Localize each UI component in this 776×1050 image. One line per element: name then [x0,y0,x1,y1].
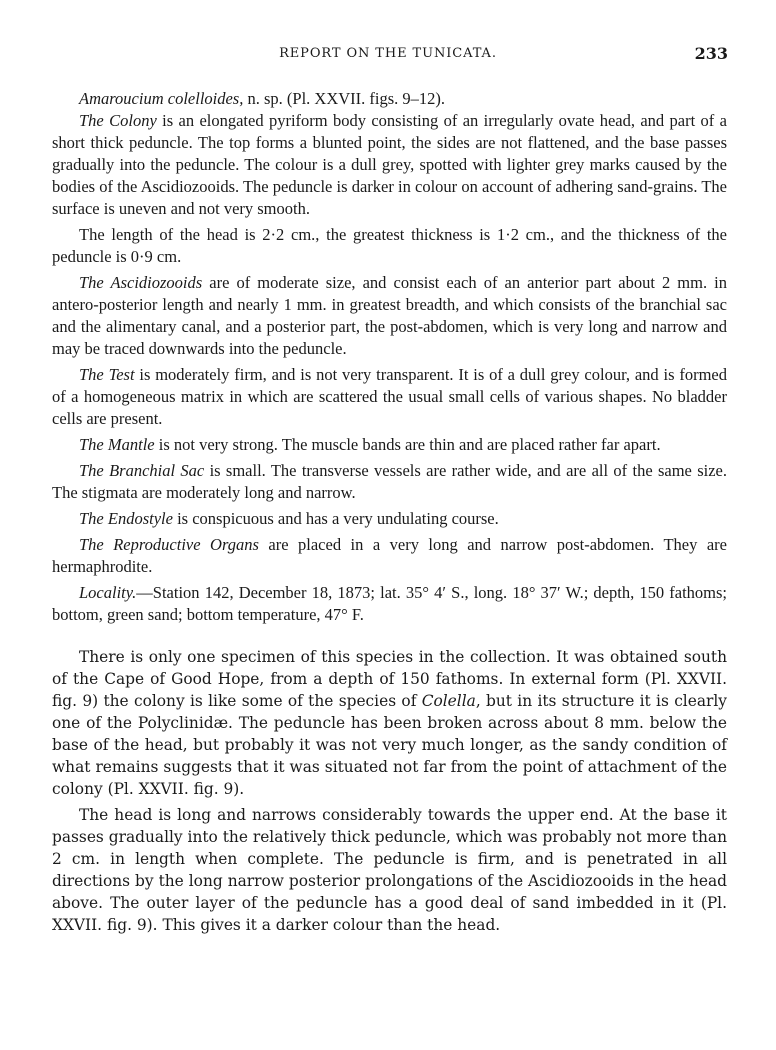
running-header [0,44,776,64]
specimen-text-1: There is only one specimen of this species in the collection. It was obtained south of the Cape of Good Hope, from a depth of 150 fathoms. In external form (Pl. XXVII. fig. 9) the colony is like some of the species of [52,648,727,710]
page-number: 233 [694,44,728,63]
genus-name: Colella [421,692,476,710]
paragraph-locality [52,582,727,626]
main-text [52,88,727,936]
paragraph-measurements [52,224,727,268]
head-remarks-text: The head is long and narrows considerably towards the upper end. At the base it passes gradually into the relatively thick peduncle, which was probably not more than 2 cm. in length when complete. The peduncle is firm, and is penetrated in all directions by the long narrow posterior prolongations of the Ascidiozooids in the head above. The outer layer of the peduncle has a good deal of sand imbedded in it (Pl. XXVII. fig. 9). This gives it a darker colour than the head. [52,806,727,934]
paragraph-mantle [52,434,727,456]
paragraph-test [52,364,727,430]
species-name: Amaroucium colelloides, [79,89,244,108]
reproductive-text: are placed in a very long and narrow post-abdomen. They are hermaphrodite. [52,535,727,576]
running-title: REPORT ON THE TUNICATA. [279,46,497,61]
ascidiozooids-text: are of moderate size, and consist each of an anterior part about 2 mm. in antero-posterior length and nearly 1 mm. in greatest breadth, and which consists of the branchial sac and the alimentary canal, and a posterior part, the post-abdomen, which is very long and narrow and may be traced downwards into the peduncle. [52,273,727,358]
paragraph-endostyle [52,508,727,530]
paragraph-head-remarks [52,804,727,936]
mantle-text: is not very strong. The muscle bands are thin and are placed rather far apart. [154,435,661,454]
paragraph-reproductive [52,534,727,578]
specimen-text-2: , but in its structure it is clearly one of the Polyclinidæ. The peduncle has been broken across about 8 mm. below the base of the head, but probably it was not very much longer, as the sandy condition of what remains suggests that it was situated not far from the point of attachment of the colony (Pl. XXVII. fig. 9). [52,692,727,798]
colony-text: is an elongated pyriform body consisting of an irregularly ovate head, and part of a short thick peduncle. The top forms a blunted point, the sides are not flattened, and the base passes gradually into the peduncle. The colour is a dull grey, spotted with lighter grey marks caused by the bodies of the Ascidiozooids. The peduncle is darker in colour on account of adhering sand-grains. The surface is uneven and not very smooth. [52,111,727,218]
test-lead: The Test [79,365,135,384]
paragraph-ascidiozooids [52,272,727,360]
endostyle-text: is conspicuous and has a very undulating course. [172,509,499,528]
branchial-lead: The Branchial Sac [79,461,205,480]
endostyle-lead: The Endostyle [79,509,173,528]
colony-lead: The Colony [79,111,157,130]
branchial-text: is small. The transverse vessels are rather wide, and are all of the same size. The stigmata are moderately long and narrow. [52,461,727,502]
species-heading [52,88,727,110]
measurements-text: The length of the head is 2·2 cm., the greatest thickness is 1·2 cm., and the thickness of the peduncle is 0·9 cm. [52,225,727,266]
test-text: is moderately firm, and is not very transparent. It is of a dull grey colour, and is formed of a homogeneous matrix in which are scattered the usual small cells of various shapes. No bladder cells are present. [52,365,727,428]
ascidiozooids-lead: The Ascidiozooids [79,273,203,292]
reproductive-lead: The Reproductive Organs [79,535,259,554]
mantle-lead: The Mantle [79,435,155,454]
species-description: n. sp. (Pl. XXVII. figs. 9–12). [243,89,446,108]
paragraph-colony [52,110,727,220]
paragraph-specimen-remarks [52,646,727,800]
locality-text: —Station 142, December 18, 1873; lat. 35° 4′ S., long. 18° 37′ W.; depth, 150 fathoms; bottom, green sand; bottom temperature, 47° F. [52,583,727,624]
paragraph-branchial-sac [52,460,727,504]
locality-lead: Locality. [79,583,137,602]
